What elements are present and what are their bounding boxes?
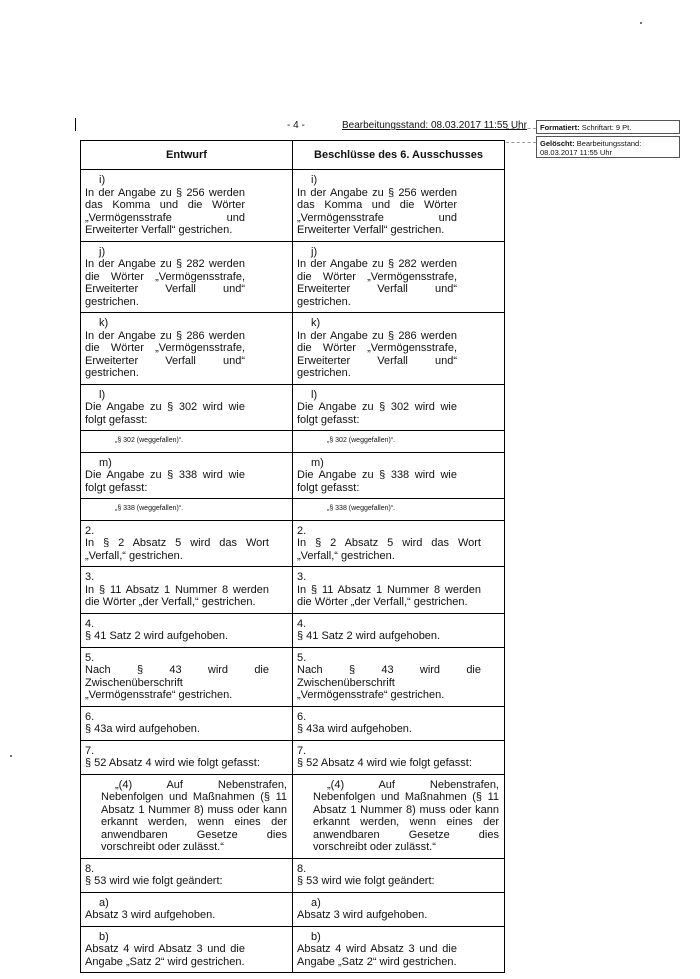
cell-draft — [81, 452, 293, 499]
item-label: a) — [99, 896, 109, 909]
item-label: i) — [99, 174, 106, 186]
table-row — [81, 858, 505, 892]
item-label: 2. — [85, 524, 95, 537]
item-text: Absatz 4 wird Absatz 3 und die Angabe „Satz 2“ wird gestrichen. — [85, 943, 245, 968]
table-row — [81, 170, 505, 242]
change-bar — [75, 118, 76, 131]
table-row — [81, 452, 505, 499]
item-label: 8. — [85, 862, 95, 875]
table-row — [81, 431, 505, 453]
item-text: § 52 Absatz 4 wird wie folgt gefasst: — [297, 757, 472, 769]
item-text: § 52 Absatz 4 wird wie folgt gefasst: — [85, 757, 260, 769]
comment-label: Formatiert: — [540, 123, 580, 132]
item-label: b) — [99, 930, 109, 943]
item-text: § 41 Satz 2 wird aufgehoben. — [297, 630, 441, 642]
cell-draft — [81, 926, 293, 973]
amendment-text: „(4) Auf Nebenstrafen, Nebenfolgen und Maßnahmen (§ 11 Absatz 1 Nummer 8) muss oder kann erkannt werden, wenn eines der anwendbaren Gesetze dies vorschreibt oder zulässt.“ — [313, 778, 499, 853]
cell-resolution — [293, 431, 505, 453]
cell-draft — [81, 313, 293, 385]
item-label: a) — [311, 896, 321, 909]
item-text: Nach § 43 wird die Zwischenüberschrift „Vermögensstrafe“ gestrichen. — [297, 664, 481, 701]
item-label: 7. — [297, 744, 307, 757]
cell-draft — [81, 241, 293, 313]
item-label: 3. — [297, 571, 307, 583]
item-text: In § 2 Absatz 5 wird das Wort „Verfall,“ gestrichen. — [297, 537, 481, 562]
item-text: § 41 Satz 2 wird aufgehoben. — [85, 630, 229, 642]
cell-resolution — [293, 499, 505, 521]
amendment-text: „(4) Auf Nebenstrafen, Nebenfolgen und Maßnahmen (§ 11 Absatz 1 Nummer 8) muss oder kann erkannt werden, wenn eines der anwendbaren Gesetze dies vorschreibt oder zulässt.“ — [101, 778, 287, 853]
comment-text: Bearbeitungsstand: 08.03.2017 11:55 Uhr — [540, 139, 642, 157]
comment-deleted[interactable] — [536, 136, 680, 158]
item-text: Die Angabe zu § 338 wird wie folgt gefasst: — [85, 469, 245, 494]
item-text: Die Angabe zu § 338 wird wie folgt gefasst: — [297, 469, 457, 494]
item-label: j) — [99, 245, 106, 258]
item-text: Absatz 3 wird aufgehoben. — [297, 909, 428, 921]
item-label: 4. — [297, 617, 307, 630]
quoted-text: „§ 338 (weggefallen)“. — [115, 505, 184, 512]
item-text: In § 11 Absatz 1 Nummer 8 werden die Wörter „der Verfall,“ gestrichen. — [297, 583, 481, 608]
table-row — [81, 499, 505, 521]
item-label: 5. — [297, 651, 307, 664]
cell-resolution — [293, 567, 505, 614]
item-text: In der Angabe zu § 256 werden das Komma und die Wörter „Vermögensstrafe und Erweiterter Verfall“ gestrichen. — [85, 186, 245, 236]
column-header-draft: Entwurf — [81, 141, 293, 170]
table-row — [81, 926, 505, 973]
item-text: In der Angabe zu § 256 werden das Komma und die Wörter „Vermögensstrafe und Erweiterter Verfall“ gestrichen. — [297, 186, 457, 236]
table-row — [81, 613, 505, 647]
item-label: j) — [311, 245, 318, 258]
item-text: Absatz 3 wird aufgehoben. — [85, 909, 216, 921]
item-text: § 53 wird wie folgt geändert: — [85, 875, 223, 887]
comment-formatted[interactable] — [536, 120, 680, 134]
item-label: 6. — [297, 710, 307, 723]
cell-draft — [81, 858, 293, 892]
cell-resolution — [293, 452, 505, 499]
cell-resolution — [293, 520, 505, 567]
synopsis-table — [80, 140, 505, 973]
item-label: 4. — [85, 617, 95, 630]
cell-resolution — [293, 740, 505, 774]
cell-draft — [81, 499, 293, 521]
item-text: § 53 wird wie folgt geändert: — [297, 875, 435, 887]
quoted-text: „§ 302 (weggefallen)“. — [327, 437, 396, 444]
item-label: k) — [99, 317, 109, 329]
cell-resolution — [293, 926, 505, 973]
cell-draft — [81, 706, 293, 740]
item-label: 7. — [85, 744, 95, 757]
cell-resolution — [293, 170, 505, 242]
item-text: § 43a wird aufgehoben. — [85, 723, 200, 735]
comment-text: Schriftart: 9 Pt. — [581, 123, 632, 132]
item-text: § 43a wird aufgehoben. — [297, 723, 412, 735]
item-text: Die Angabe zu § 302 wird wie folgt gefasst: — [297, 401, 457, 426]
item-text: In der Angabe zu § 282 werden die Wörter „Vermögensstrafe, Erweiterter Verfall und“ gestrichen. — [297, 258, 457, 308]
item-text: In der Angabe zu § 282 werden die Wörter „Vermögensstrafe, Erweiterter Verfall und“ gestrichen. — [85, 258, 245, 308]
cell-resolution — [293, 706, 505, 740]
item-label: 5. — [85, 651, 95, 664]
quoted-text: „§ 338 (weggefallen)“. — [327, 505, 396, 512]
cell-draft — [81, 647, 293, 706]
item-text: In § 11 Absatz 1 Nummer 8 werden die Wörter „der Verfall,“ gestrichen. — [85, 583, 269, 608]
page-number: - 4 - — [287, 120, 305, 131]
cell-draft — [81, 613, 293, 647]
item-label: 6. — [85, 710, 95, 723]
item-label: b) — [311, 930, 321, 943]
item-label: l) — [311, 388, 318, 401]
cell-resolution — [293, 647, 505, 706]
table-row — [81, 241, 505, 313]
cell-resolution — [293, 313, 505, 385]
item-label: m) — [311, 456, 324, 469]
cell-draft — [81, 567, 293, 614]
cell-resolution — [293, 613, 505, 647]
item-text: In der Angabe zu § 286 werden die Wörter „Vermögensstrafe, Erweiterter Verfall und“ gestrichen. — [297, 329, 457, 379]
table-row — [81, 567, 505, 614]
cell-resolution — [293, 384, 505, 431]
item-text: In der Angabe zu § 286 werden die Wörter „Vermögensstrafe, Erweiterter Verfall und“ gestrichen. — [85, 329, 245, 379]
table-row — [81, 313, 505, 385]
comment-leader — [506, 128, 536, 129]
table-row — [81, 706, 505, 740]
table-row — [81, 384, 505, 431]
table-row — [81, 520, 505, 567]
cell-resolution — [293, 774, 505, 858]
item-label: k) — [311, 317, 321, 329]
cell-resolution — [293, 858, 505, 892]
table-row — [81, 774, 505, 858]
item-label: 3. — [85, 571, 95, 583]
cell-resolution — [293, 892, 505, 926]
cell-draft — [81, 520, 293, 567]
item-text: In § 2 Absatz 5 wird das Wort „Verfall,“ gestrichen. — [85, 537, 269, 562]
item-label: m) — [99, 456, 112, 469]
item-label: i) — [311, 174, 318, 186]
revision-stamp: Bearbeitungsstand: 08.03.2017 11:55 Uhr — [342, 120, 527, 131]
cell-draft — [81, 740, 293, 774]
column-header-resolutions: Beschlüsse des 6. Ausschusses — [293, 141, 505, 170]
item-text: Die Angabe zu § 302 wird wie folgt gefasst: — [85, 401, 245, 426]
table-row — [81, 740, 505, 774]
cell-draft — [81, 774, 293, 858]
quoted-text: „§ 302 (weggefallen)“. — [115, 437, 184, 444]
cell-resolution — [293, 241, 505, 313]
item-label: 2. — [297, 524, 307, 537]
item-text: Absatz 4 wird Absatz 3 und die Angabe „Satz 2“ wird gestrichen. — [297, 943, 457, 968]
speck — [10, 755, 12, 757]
item-text: Nach § 43 wird die Zwischenüberschrift „Vermögensstrafe“ gestrichen. — [85, 664, 269, 701]
comment-leader — [506, 142, 536, 143]
comment-label: Gelöscht: — [540, 139, 575, 148]
item-label: l) — [99, 388, 106, 401]
speck — [640, 22, 642, 24]
cell-draft — [81, 384, 293, 431]
cell-draft — [81, 170, 293, 242]
cell-draft — [81, 431, 293, 453]
table-row — [81, 892, 505, 926]
item-label: 8. — [297, 862, 307, 875]
table-row — [81, 647, 505, 706]
cell-draft — [81, 892, 293, 926]
